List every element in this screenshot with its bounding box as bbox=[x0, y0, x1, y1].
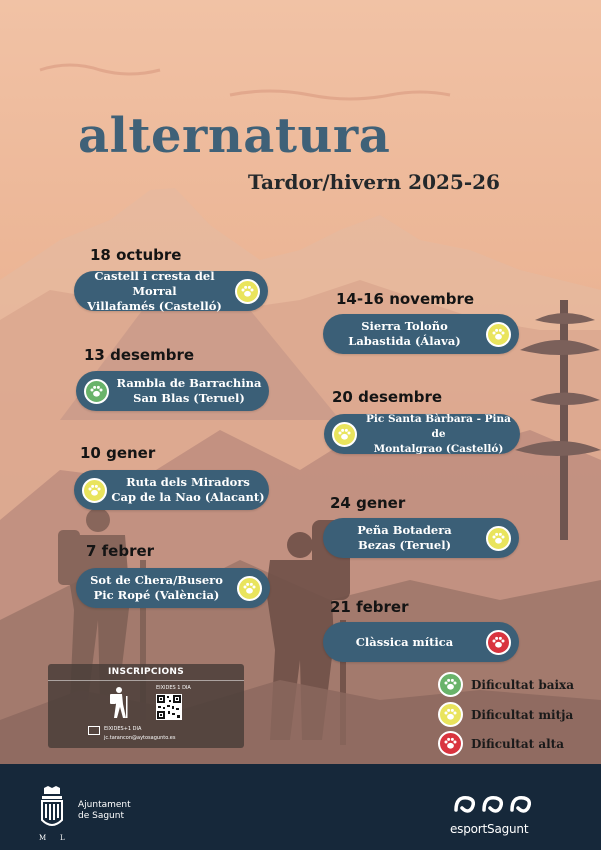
event-pill-3[interactable] bbox=[74, 470, 269, 510]
divider bbox=[48, 680, 244, 681]
inscripcions-title: INSCRIPCIONS bbox=[107, 667, 185, 677]
event-text-2: Rambla de Barrachina San Blas (Teruel) bbox=[116, 376, 262, 405]
event-pill-1[interactable] bbox=[74, 268, 268, 313]
event-date-2: 13 desembre bbox=[84, 346, 195, 364]
legend-item-mitja bbox=[438, 702, 573, 727]
paw-icon bbox=[486, 322, 511, 347]
legend-item-baixa bbox=[438, 672, 574, 697]
event-pill-6[interactable] bbox=[324, 414, 520, 454]
ajuntament-name: Ajuntament de Sagunt bbox=[78, 800, 131, 821]
paw-icon bbox=[438, 702, 463, 727]
event-text-3: Ruta dels Miradors Cap de la Nao (Alacant) bbox=[111, 475, 265, 504]
event-text-4: Sot de Chera/Busero Pic Ropé (València) bbox=[90, 573, 223, 602]
qr-code-icon[interactable] bbox=[156, 694, 182, 720]
event-pill-8[interactable] bbox=[323, 622, 519, 662]
event-pill-4[interactable] bbox=[76, 568, 270, 608]
event-date-1: 18 octubre bbox=[90, 246, 182, 264]
mail-caption: EIXIDES+1 DIA bbox=[104, 726, 142, 732]
legend-item-alta bbox=[438, 731, 564, 756]
paw-icon bbox=[438, 672, 463, 697]
mail-icon bbox=[88, 726, 100, 735]
legend-label: Dificultat mitja bbox=[471, 707, 574, 722]
event-pill-7[interactable] bbox=[323, 518, 519, 558]
event-date-6: 20 desembre bbox=[332, 388, 443, 406]
paw-icon bbox=[486, 630, 511, 655]
event-pill-2[interactable] bbox=[76, 371, 269, 411]
event-date-4: 7 febrer bbox=[86, 542, 155, 560]
inscripcions-box bbox=[48, 664, 244, 748]
legend-label: Dificultat baixa bbox=[471, 677, 574, 692]
footer bbox=[0, 764, 601, 850]
email-link[interactable]: jc.tarancon@aytosagunto.es bbox=[104, 735, 176, 741]
event-date-8: 21 febrer bbox=[330, 598, 409, 616]
poster-subtitle: Tardor/hivern 2025-26 bbox=[248, 170, 500, 194]
poster-title: alternatura bbox=[78, 108, 391, 164]
paw-icon bbox=[237, 576, 262, 601]
event-text-6: Pic Santa Bàrbara - Pina de Montalgrao (Castelló) bbox=[366, 412, 511, 455]
paw-icon bbox=[332, 422, 357, 447]
event-text-5: Sierra Toloño Labastida (Álava) bbox=[348, 319, 461, 348]
esport-waves-logo bbox=[450, 790, 540, 820]
event-text-1: Castell i cresta del Morral Villafamés (Castelló) bbox=[87, 268, 222, 313]
svg-text:L: L bbox=[60, 834, 65, 842]
ajuntament-crest-icon bbox=[36, 784, 68, 844]
esport-sagunt-text: esportSagunt bbox=[450, 822, 529, 836]
paw-icon bbox=[486, 526, 511, 551]
event-date-7: 24 gener bbox=[330, 494, 406, 512]
legend-label: Dificultat alta bbox=[471, 736, 564, 751]
event-date-3: 10 gener bbox=[80, 444, 156, 462]
hiker-icon bbox=[106, 686, 132, 720]
paw-icon bbox=[235, 279, 260, 304]
svg-text:M: M bbox=[39, 834, 47, 842]
event-date-5: 14-16 novembre bbox=[336, 290, 475, 308]
event-pill-5[interactable] bbox=[323, 314, 519, 354]
event-text-8: Clàssica mítica bbox=[355, 634, 454, 649]
paw-icon bbox=[84, 379, 109, 404]
event-text-7: Peña Botadera Bezas (Teruel) bbox=[357, 523, 452, 552]
paw-icon bbox=[438, 731, 463, 756]
qr-caption: EIXIDES 1 DIA bbox=[156, 685, 191, 691]
paw-icon bbox=[82, 478, 107, 503]
